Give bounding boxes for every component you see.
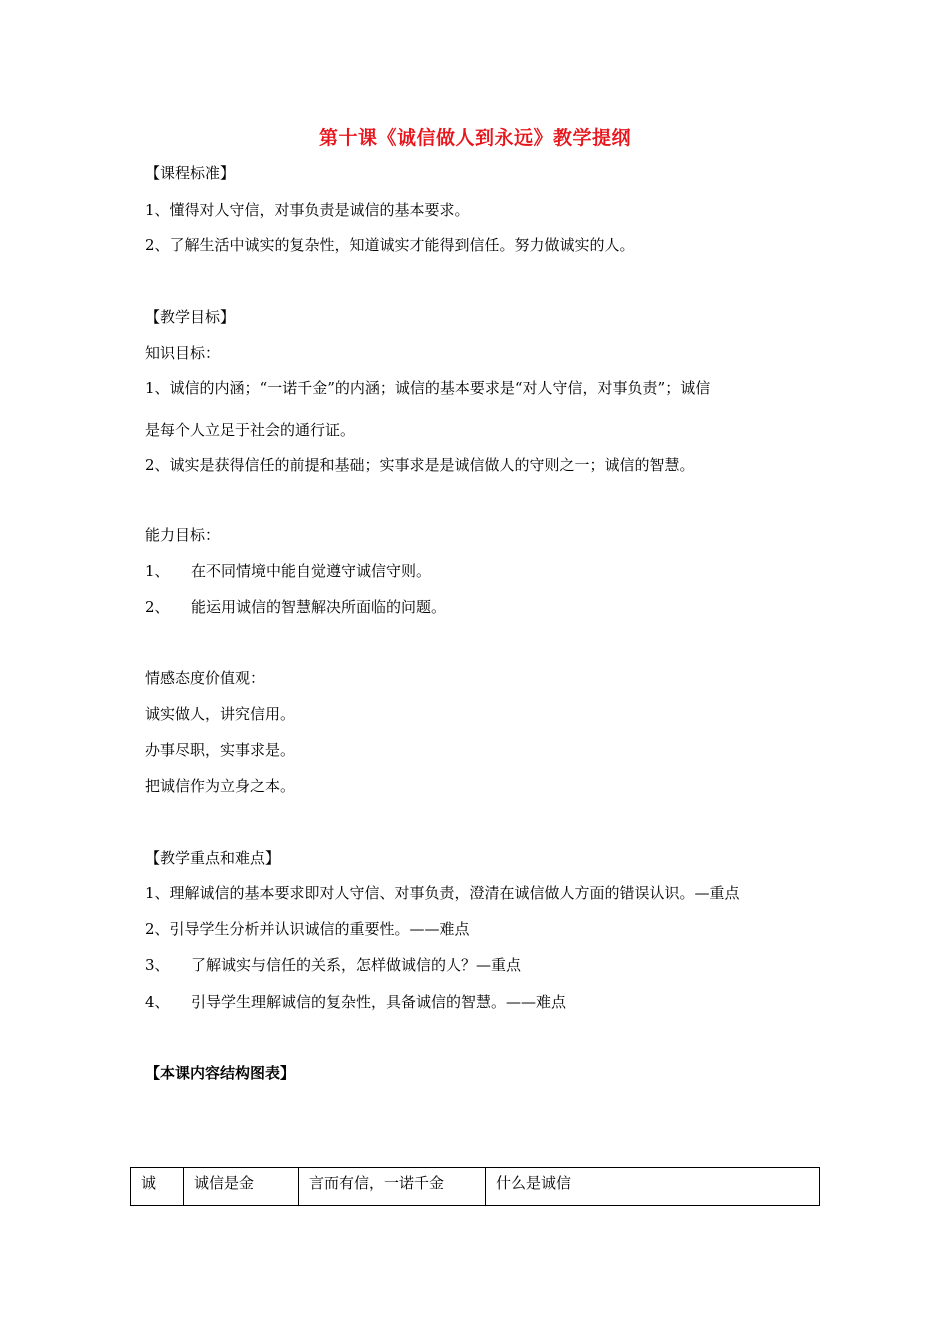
emotion-goals-label: 情感态度价值观： — [145, 669, 266, 687]
emotion-goal-2: 办事尽职，实事求是。 — [145, 741, 296, 759]
page-title: 第十课《诚信做人到永远》教学提纲 — [318, 127, 631, 149]
standard-item-2: 2、了解生活中诚实的复杂性，知道诚实才能得到信任。努力做诚实的人。 — [145, 236, 635, 254]
standard-item-1: 1、懂得对人守信，对事负责是诚信的基本要求。 — [145, 201, 470, 219]
key-point-3-number: 3、 — [145, 956, 170, 974]
key-point-4-text: 引导学生理解诚信的复杂性，具备诚信的智慧。——难点 — [191, 993, 567, 1011]
key-point-3 — [145, 955, 521, 975]
table-cell: 什么是诚信 — [486, 1168, 820, 1206]
key-point-2: 2、引导学生分析并认识诚信的重要性。——难点 — [145, 920, 470, 938]
knowledge-goal-1-line-1: 1、诚信的内涵；“一诺千金”的内涵；诚信的基本要求是“对人守信，对事负责”；诚信 — [145, 379, 711, 397]
table-cell: 诚信是金 — [184, 1168, 299, 1206]
emotion-goal-3: 把诚信作为立身之本。 — [145, 777, 296, 795]
section-heading-goals: 【教学目标】 — [145, 308, 236, 326]
structure-table — [130, 1167, 820, 1206]
ability-goal-1-number: 1、 — [145, 562, 170, 580]
section-heading-standard: 【课程标准】 — [145, 164, 236, 182]
ability-goal-1-text: 在不同情境中能自觉遵守诚信守则。 — [191, 562, 432, 580]
ability-goal-2-text: 能运用诚信的智慧解决所面临的问题。 — [191, 598, 447, 616]
ability-goal-1 — [145, 561, 431, 581]
ability-goal-2 — [145, 597, 446, 617]
key-point-4 — [145, 992, 566, 1012]
emotion-goal-1: 诚实做人，讲究信用。 — [145, 705, 296, 723]
knowledge-goal-1-line-2: 是每个人立足于社会的通行证。 — [145, 421, 356, 439]
knowledge-goals-label: 知识目标： — [145, 344, 221, 362]
table-cell: 言而有信，一诺千金 — [299, 1168, 486, 1206]
table-row — [131, 1168, 820, 1206]
section-heading-structure: 【本课内容结构图表】 — [145, 1064, 296, 1082]
ability-goal-2-number: 2、 — [145, 598, 170, 616]
section-heading-key-points: 【教学重点和难点】 — [145, 849, 281, 867]
key-point-1: 1、理解诚信的基本要求即对人守信、对事负责，澄清在诚信做人方面的错误认识。—重点 — [145, 884, 740, 902]
knowledge-goal-2: 2、诚实是获得信任的前提和基础；实事求是是诚信做人的守则之一；诚信的智慧。 — [145, 456, 695, 474]
key-point-3-text: 了解诚实与信任的关系，怎样做诚信的人？—重点 — [191, 956, 522, 974]
ability-goals-label: 能力目标： — [145, 526, 221, 544]
key-point-4-number: 4、 — [145, 993, 170, 1011]
table-cell: 诚 — [131, 1168, 184, 1206]
